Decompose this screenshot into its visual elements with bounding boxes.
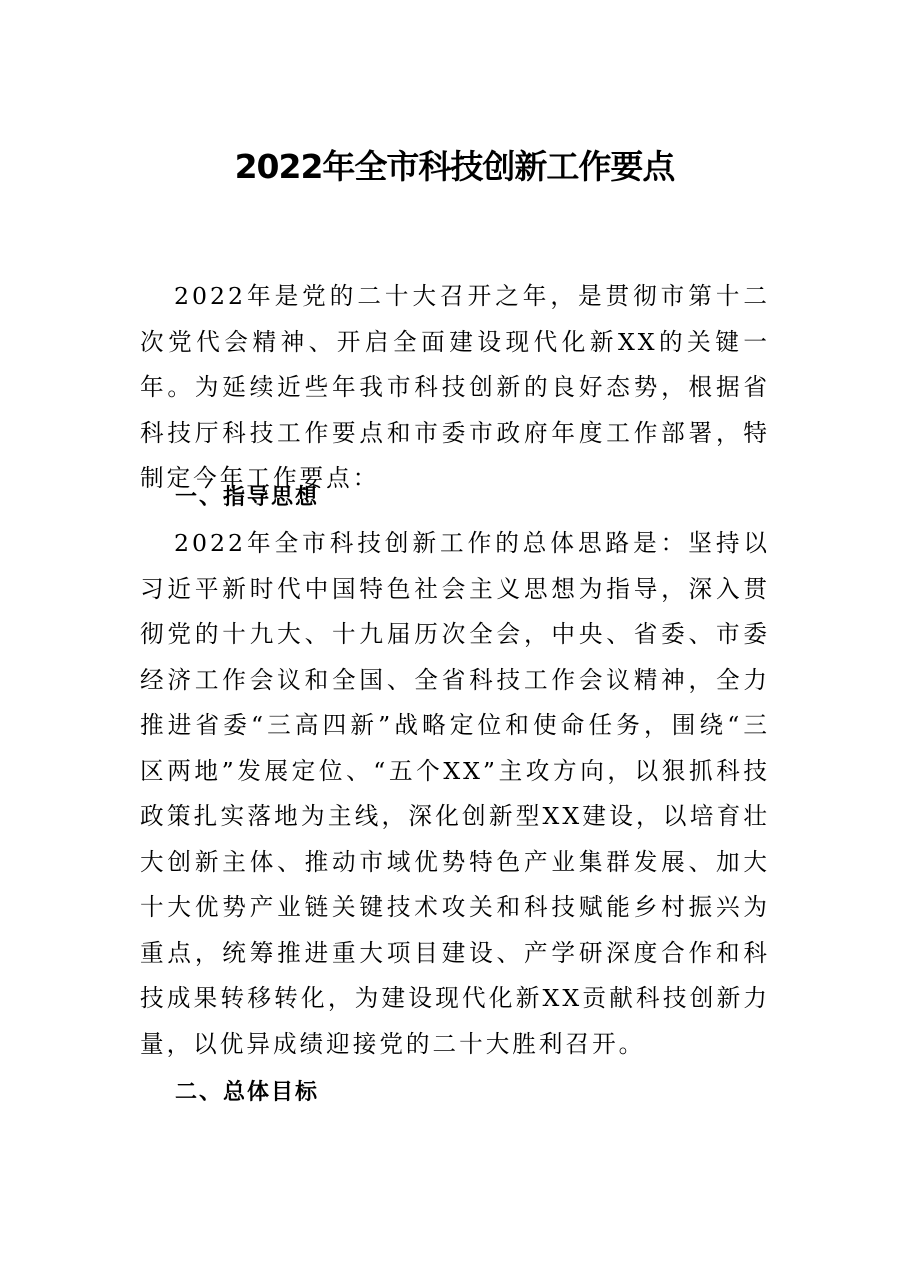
section-heading-guiding-ideology: 一、指导思想 <box>175 485 320 510</box>
intro-paragraph: 2022年是党的二十大召开之年，是贯彻市第十二次党代会精神、开启全面建设现代化新XX的关键一年。为延续近些年我市科技创新的良好态势，根据省科技厅科技工作要点和市委市政府年度工作部署，特制定今年工作要点： <box>140 282 770 492</box>
section-heading-overall-goals: 二、总体目标 <box>175 1080 320 1105</box>
guiding-ideology-paragraph: 2022年全市科技创新工作的总体思路是：坚持以习近平新时代中国特色社会主义思想为指导，深入贯彻党的十九大、十九届历次全会，中央、省委、市委经济工作会议和全国、全省科技工作会议精神，全力推进省委“三高四新”战略定位和使命任务，围绕“三区两地”发展定位、“五个XX”主攻方向，以狠抓科技政策扎实落地为主线，深化创新型XX建设，以培育壮大创新主体、推动市域优势特色产业集群发展、加大十大优势产业链关键技术攻关和科技赋能乡村振兴为重点，统筹推进重大项目建设、产学研深度合作和科技成果转移转化，为建设现代化新XX贡献科技创新力量，以优异成绩迎接党的二十大胜利召开。 <box>140 529 770 1058</box>
document-title: 2022年全市科技创新工作要点 <box>234 147 675 186</box>
